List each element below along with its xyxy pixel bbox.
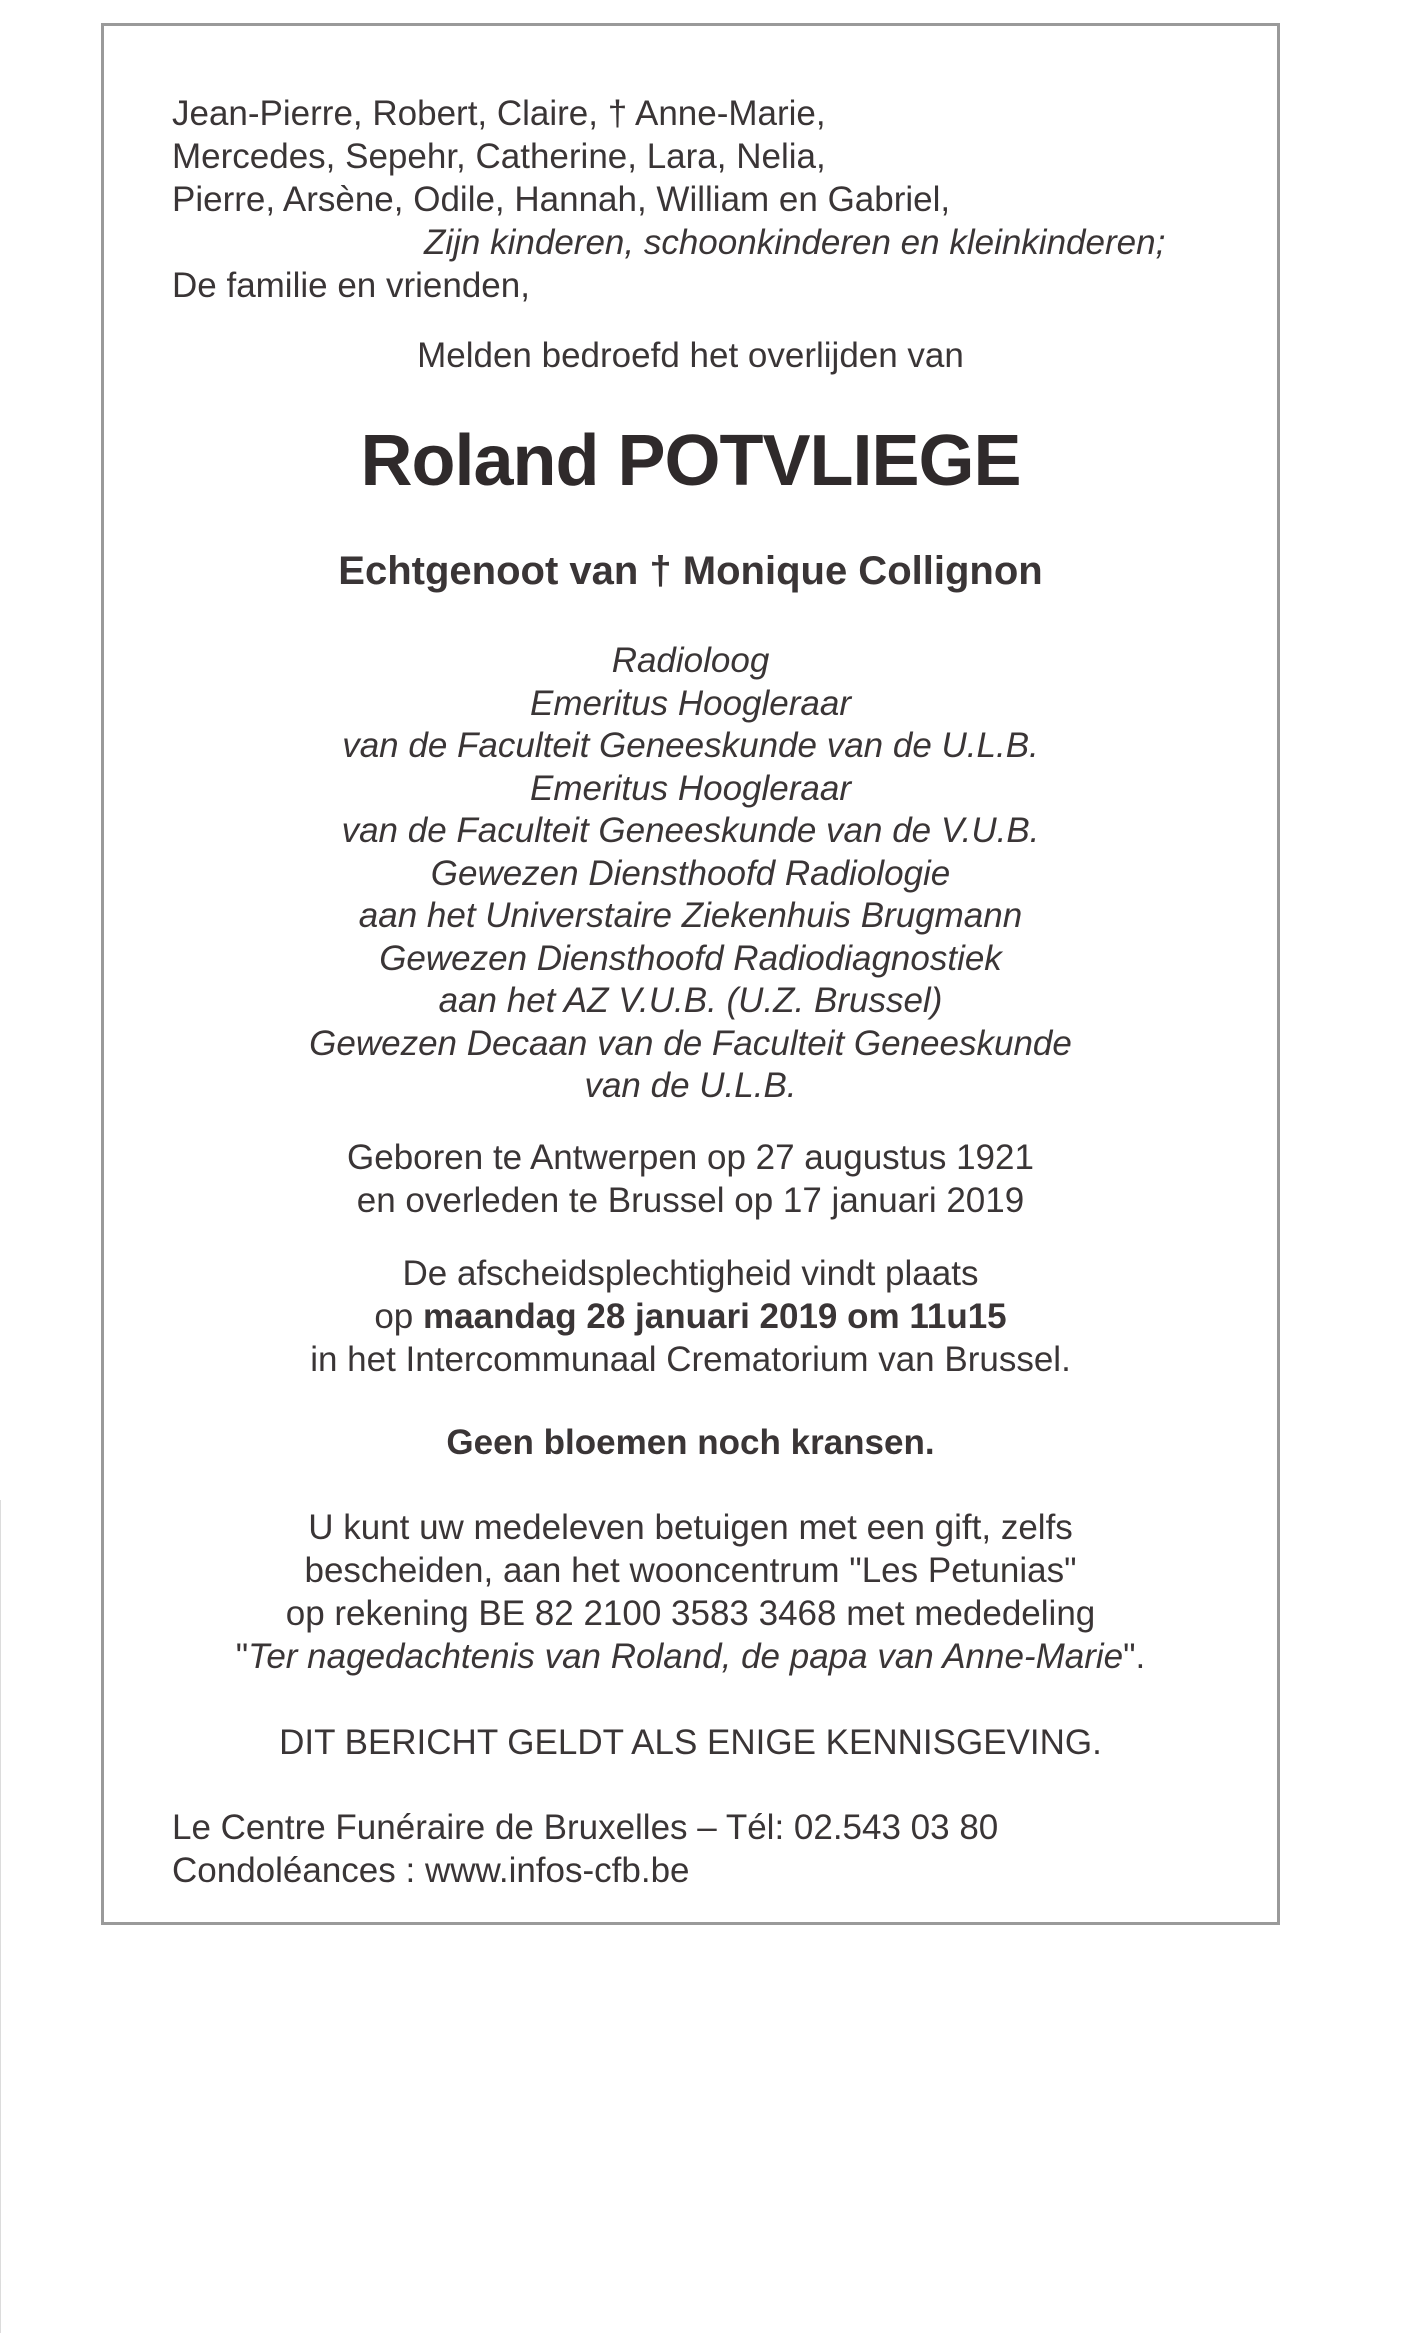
family-line-5: De familie en vrienden,: [172, 266, 530, 305]
no-flowers-notice: Geen bloemen noch kransen.: [446, 1423, 935, 1462]
family-relation-line: Zijn kinderen, schoonkinderen en kleinkinderen;: [424, 223, 1166, 262]
ceremony-date-prefix: op: [374, 1297, 423, 1336]
donation-message: Ter nagedachtenis van Roland, de papa van Anne-Marie: [248, 1637, 1124, 1676]
donation-message-line: [104, 1635, 1277, 1678]
family-line-2: Mercedes, Sepehr, Catherine, Lara, Nelia,: [172, 137, 826, 176]
title-line: Emeritus Hoogleraar: [530, 683, 851, 723]
title-line: Gewezen Diensthoofd Radiodiagnostiek: [379, 938, 1002, 978]
donation-line-1: U kunt uw medeleven betuigen met een gift, zelfs: [308, 1508, 1073, 1547]
donation-line-2: bescheiden, aan het wooncentrum "Les Petunias": [304, 1551, 1077, 1590]
title-line: Emeritus Hoogleraar: [530, 768, 851, 808]
birth-death-dates: [104, 1136, 1277, 1222]
family-line-3: Pierre, Arsène, Odile, Hannah, William en Gabriel,: [172, 180, 951, 219]
title-line: van de Faculteit Geneeskunde van de U.L.B.: [342, 726, 1039, 765]
ceremony-date-line: [104, 1295, 1277, 1338]
ceremony-location: in het Intercommunaal Crematorium van Brussel.: [310, 1340, 1071, 1379]
donation-info: [104, 1506, 1277, 1678]
donation-account-line: op rekening BE 82 2100 3583 3468 met mededeling: [285, 1594, 1096, 1633]
title-line: Gewezen Decaan van de Faculteit Geneeskunde: [309, 1023, 1072, 1063]
announcement-text: Melden bedroefd het overlijden van: [417, 336, 964, 375]
funeral-home-contact: [172, 1806, 998, 1892]
official-notice: DIT BERICHT GELDT ALS ENIGE KENNISGEVING.: [279, 1723, 1102, 1762]
quote-close: ".: [1123, 1637, 1146, 1676]
birth-line: Geboren te Antwerpen op 27 augustus 1921: [347, 1138, 1034, 1177]
obituary-card: [101, 23, 1280, 1925]
family-intro: [172, 92, 1165, 307]
ceremony-details: [104, 1252, 1277, 1381]
title-line: van de U.L.B.: [584, 1066, 797, 1105]
title-line: aan het AZ V.U.B. (U.Z. Brussel): [438, 981, 943, 1020]
quote-open: ": [235, 1637, 249, 1676]
title-line: Radioloog: [611, 641, 770, 680]
spouse-line: Echtgenoot van † Monique Collignon: [338, 549, 1043, 593]
title-line: Gewezen Diensthoofd Radiologie: [430, 853, 951, 893]
family-line-1: Jean-Pierre, Robert, Claire, † Anne-Marie,: [172, 94, 826, 133]
funeral-home-line: Le Centre Funéraire de Bruxelles – Tél: 02.543 03 80: [172, 1808, 999, 1847]
scan-edge-line: [0, 1500, 1, 2333]
title-line: aan het Universtaire Ziekenhuis Brugmann: [358, 896, 1023, 935]
deceased-name: Roland POTVLIEGE: [360, 421, 1021, 501]
professional-titles: [104, 640, 1277, 1108]
condolences-line: Condoléances : www.infos-cfb.be: [172, 1851, 690, 1890]
ceremony-line-1: De afscheidsplechtigheid vindt plaats: [402, 1254, 979, 1293]
death-line: en overleden te Brussel op 17 januari 2019: [356, 1181, 1025, 1220]
title-line: van de Faculteit Geneeskunde van de V.U.B.: [341, 811, 1040, 850]
ceremony-date: maandag 28 januari 2019 om 11u15: [423, 1297, 1007, 1336]
